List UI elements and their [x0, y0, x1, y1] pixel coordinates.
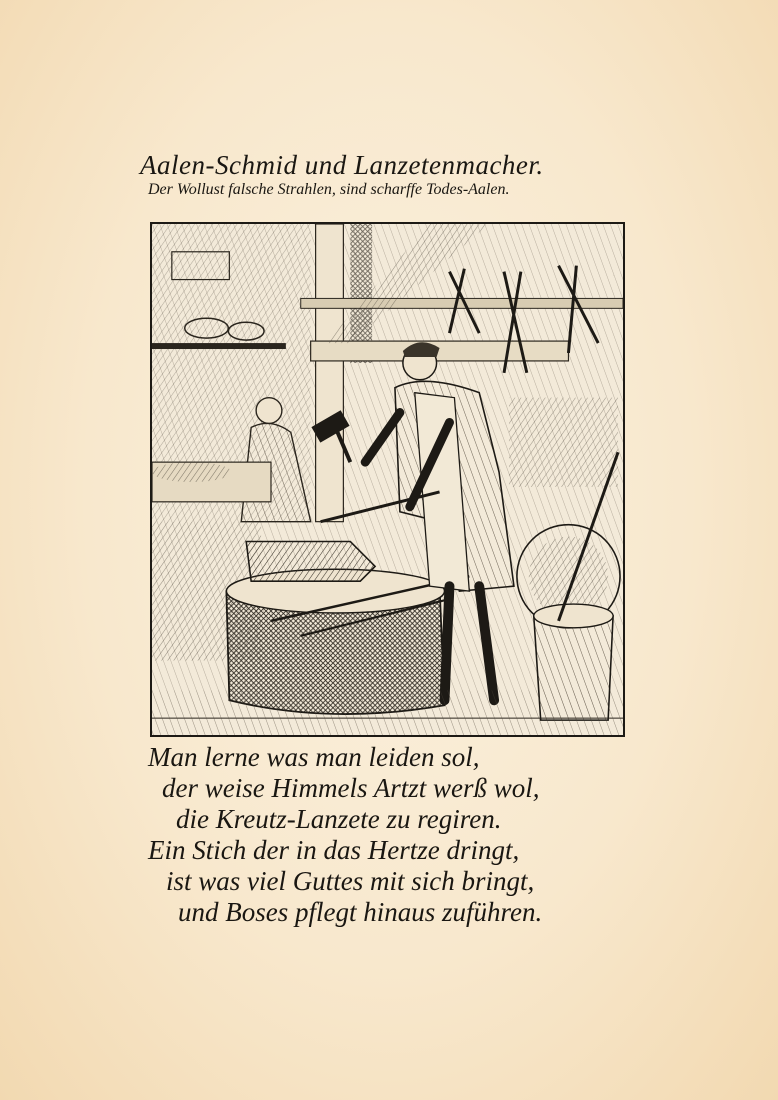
engraving-illustration: [152, 224, 623, 735]
verse-line: und Boses pflegt hinaus zuführen.: [178, 897, 543, 927]
verse-block: [148, 742, 638, 928]
plate-heading: [140, 150, 640, 199]
verse-line: ist was viel Guttes mit sich bringt,: [166, 866, 535, 896]
verse-line: die Kreutz-Lanzete zu regiren.: [176, 804, 502, 834]
verse-line: Man lerne was man leiden sol,: [148, 742, 480, 772]
engraving-frame: [150, 222, 625, 737]
verse-line: Ein Stich der in das Hertze dringt,: [148, 835, 520, 865]
verse-line: der weise Himmels Artzt werß wol,: [162, 773, 540, 803]
plate-subtitle: Der Wollust falsche Strahlen, sind scharffe Todes-Aalen.: [148, 181, 510, 198]
plate-title: Aalen-Schmid und Lanzetenmacher.: [140, 150, 544, 180]
